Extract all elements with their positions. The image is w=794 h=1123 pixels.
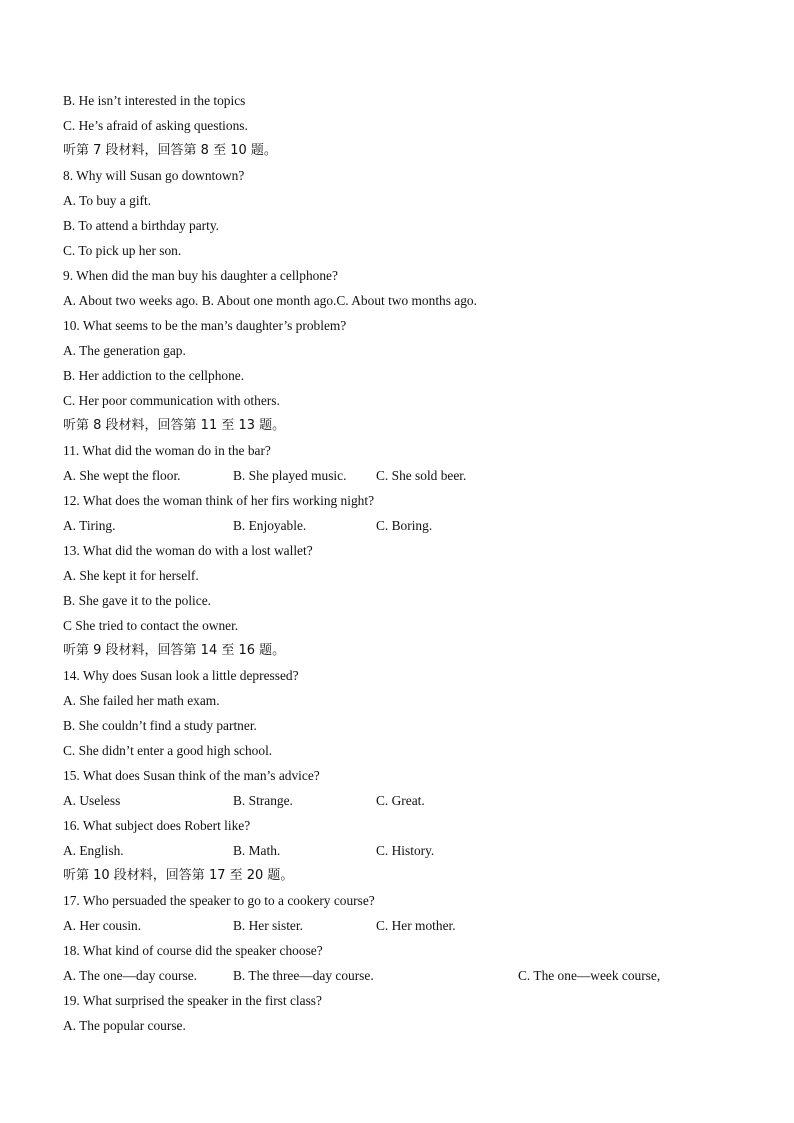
answer-line: B. She gave it to the police. [63,593,212,608]
question-line: 14. Why does Susan look a little depressed? [63,668,299,683]
section-heading: 听第 8 段材料，回答第 11 至 13 题。 [63,418,286,433]
question-line: 15. What does Susan think of the man’s advice? [63,768,320,783]
answer-option: C. Great. [376,793,425,808]
section-heading: 听第 10 段材料，回答第 17 至 20 题。 [63,868,294,883]
answer-option: A. Tiring. [63,518,116,533]
answer-line: B. She couldn’t find a study partner. [63,718,257,733]
answer-line: A. She kept it for herself. [63,568,199,583]
answer-option: A. English. [63,843,124,858]
answer-options-row [63,513,763,538]
answer-option: C. Boring. [376,518,433,533]
answer-line: B. He isn’t interested in the topics [63,93,246,108]
question-line: 18. What kind of course did the speaker choose? [63,943,323,958]
answer-line: B. To attend a birthday party. [63,218,219,233]
section-heading: 听第 7 段材料，回答第 8 至 10 题。 [63,143,277,158]
question-line: 10. What seems to be the man’s daughter’s problem? [63,318,347,333]
answer-option: A. Useless [63,793,121,808]
answer-option: A. The one—day course. [63,968,197,983]
answer-options-row [63,838,763,863]
answer-line: C. He’s afraid of asking questions. [63,118,248,133]
question-line: 9. When did the man buy his daughter a cellphone? [63,268,338,283]
document-body [63,88,763,1038]
answer-line: A. About two weeks ago. B. About one month ago.C. About two months ago. [63,293,477,308]
answer-line: A. To buy a gift. [63,193,152,208]
answer-option: B. Enjoyable. [233,518,307,533]
answer-option: C. She sold beer. [376,468,467,483]
question-line: 17. Who persuaded the speaker to go to a cookery course? [63,893,375,908]
question-line: 11. What did the woman do in the bar? [63,443,271,458]
answer-option: B. The three—day course. [233,968,374,983]
answer-options-row [63,788,763,813]
answer-line: C. She didn’t enter a good high school. [63,743,273,758]
answer-option: B. Math. [233,843,281,858]
answer-line: C She tried to contact the owner. [63,618,239,633]
answer-option: C. The one—week course, [518,968,661,983]
answer-option: B. Strange. [233,793,293,808]
answer-line: A. She failed her math exam. [63,693,220,708]
question-line: 16. What subject does Robert like? [63,818,251,833]
question-line: 13. What did the woman do with a lost wallet? [63,543,313,558]
answer-line: A. The popular course. [63,1018,186,1033]
answer-option: A. Her cousin. [63,918,142,933]
answer-options-row [63,913,763,938]
answer-options-row [63,963,763,988]
answer-option: A. She wept the floor. [63,468,181,483]
answer-option: B. She played music. [233,468,347,483]
answer-line: C. Her poor communication with others. [63,393,280,408]
answer-option: C. History. [376,843,435,858]
answer-line: C. To pick up her son. [63,243,182,258]
question-line: 12. What does the woman think of her firs working night? [63,493,375,508]
answer-line: B. Her addiction to the cellphone. [63,368,245,383]
answer-option: B. Her sister. [233,918,303,933]
answer-option: C. Her mother. [376,918,456,933]
question-line: 19. What surprised the speaker in the first class? [63,993,322,1008]
section-heading: 听第 9 段材料，回答第 14 至 16 题。 [63,643,286,658]
answer-line: A. The generation gap. [63,343,186,358]
question-line: 8. Why will Susan go downtown? [63,168,245,183]
answer-options-row [63,463,763,488]
